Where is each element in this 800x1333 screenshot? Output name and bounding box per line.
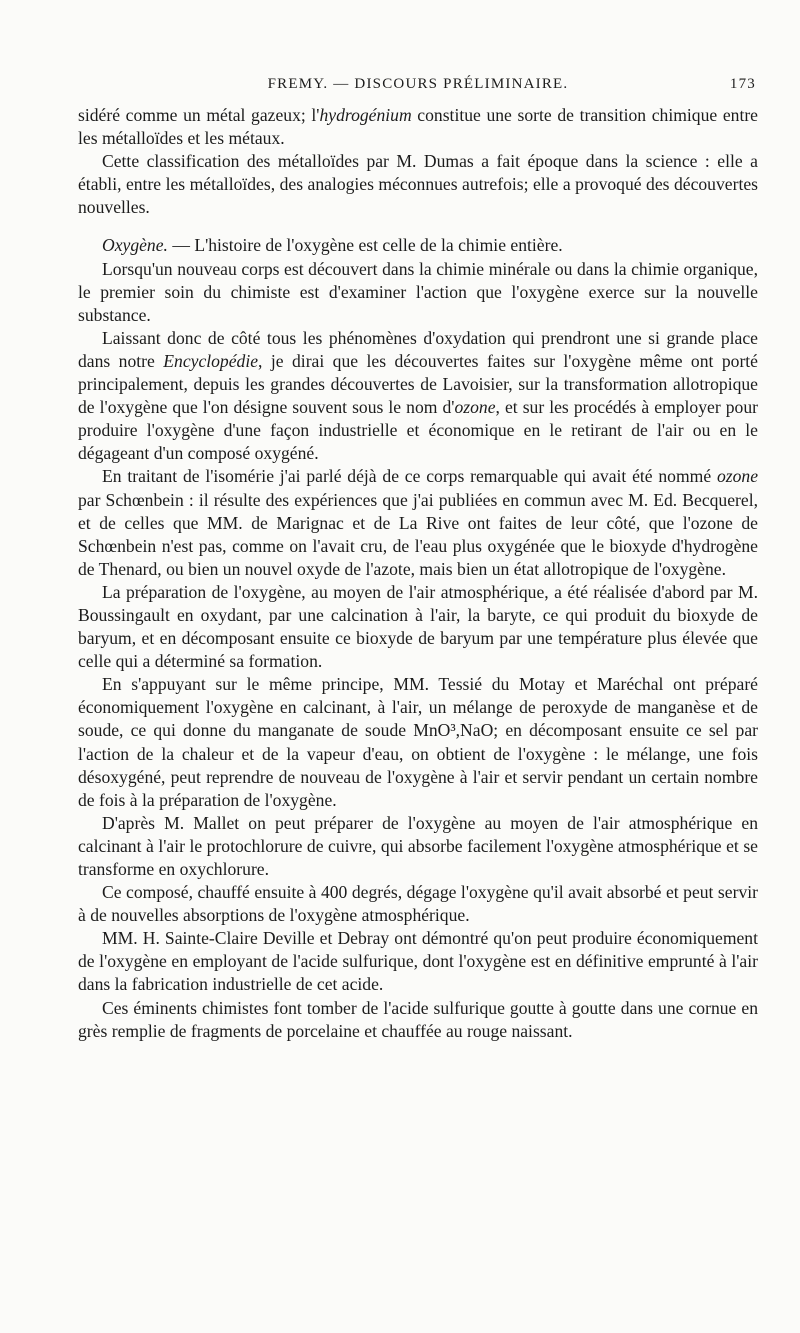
text-run: Laissant donc de côté tous les phénomènes d'oxydation qui prendront une si grande place dans notre [78, 327, 758, 371]
text-run: constitue une sorte de transition chimique entre les métalloïdes et les métaux. [78, 105, 758, 149]
paragraph-oxygene-heading [78, 234, 758, 257]
text-run: — L'histoire de l'oxygène est celle de la chimie entière. [167, 235, 563, 256]
paragraph-hydrogenium [78, 104, 758, 150]
paragraph-boussingault: La préparation de l'oxygène, au moyen de l'air atmosphérique, a été réalisée d'abord par M. Boussingault en oxydant, par une calcination à l'air, la baryte, ce qui produit du bioxyde de baryum, et en décomposant ensuite ce bioxyde de baryum par une température plus élevée que celle qui a déterminé sa formation. [78, 581, 758, 672]
text-run: par Schœnbein : il résulte des expériences que j'ai publiées en commun avec M. Ed. Becquerel, et de celles que MM. de Marignac et de La Rive ont faites de leur côté, que l'ozone de Schœnbein n'est pas, comme on l'avait cru, de l'eau plus oxygénée que le bioxyde d'hydrogène de Thenard, ou bien un nouvel oxyde de l'azote, mais bien un état allotropique de l'oxygène. [78, 489, 758, 579]
page-number: 173 [729, 76, 756, 92]
text-run: , et sur les procédés à employer pour produire l'oxygène d'une façon industrielle et économique en le retirant de l'air ou en le dégageant d'un composé oxygéné. [78, 397, 758, 464]
text-run: sidéré comme un métal gazeux; l' [78, 105, 320, 125]
italic-term: ozone [716, 466, 758, 487]
paragraph-new-body: Lorsqu'un nouveau corps est découvert dans la chimie minérale ou dans la chimie organique, le premier soin du chimiste est d'examiner l'action que l'oxygène exerce sur la nouvelle substance. [78, 258, 758, 325]
paragraph-400-degres: Ce composé, chauffé ensuite à 400 degrés, dégage l'oxygène qu'il avait absorbé et peut servir à de nouvelles absorptions de l'oxygène atmosphérique. [78, 882, 758, 926]
paragraph-oxydation [78, 327, 758, 466]
paragraph-tessie: En s'appuyant sur le même principe, MM. Tessié du Motay et Maréchal ont préparé économiquement l'oxygène en calcinant, à l'air, un mélange de peroxyde de manganèse et de soude, ce qui donne du manganate de soude MnO³,NaO; en décomposant ensuite ce sel par l'action de la chaleur et de la vapeur d'eau, on obtient de l'oxygène : le mélange, une fois désoxygéné, peut reprendre de nouveau de l'oxygène à l'air et servir pendant un certain nombre de fois à la préparation de l'oxygène. [78, 674, 758, 810]
section-heading: Oxygène. [102, 235, 168, 256]
paragraph-classification: Cette classification des métalloïdes par M. Dumas a fait époque dans la science : elle a établi, entre les métalloïdes, des analogies méconnues autrefois; elle a provoqué des découvertes nouvelles. [78, 151, 758, 218]
body-text [78, 104, 758, 1043]
text-run: , je dirai que les découvertes faites sur l'oxygène même ont porté principalement, depuis les grandes découvertes de Lavoisier, sur la transformation allotropique de l'oxygène que l'on désigne souvent sous le nom d' [78, 350, 758, 418]
paragraph-mallet: D'après M. Mallet on peut préparer de l'oxygène au moyen de l'air atmosphérique en calcinant à l'air le protochlorure de cuivre, qui absorbe facilement l'oxygène atmosphérique et se transforme en oxychlorure. [78, 812, 758, 879]
text-run: En traitant de l'isomérie j'ai parlé déjà de ce corps remarquable qui avait été nommé [102, 466, 717, 487]
paragraph-deville-debray: MM. H. Sainte-Claire Deville et Debray ont démontré qu'on peut produire économiquement de l'oxygène en employant de l'acide sulfurique, dont l'oxygène est en définitive emprunté à l'air dans la fabrication industrielle de cet acide. [78, 928, 758, 995]
paragraph-cornue: Ces éminents chimistes font tomber de l'acide sulfurique goutte à goutte dans une cornue en grès remplie de fragments de porcelaine et chauffée au rouge naissant. [78, 997, 758, 1041]
italic-term: ozone [454, 397, 496, 418]
running-header [80, 76, 756, 100]
paragraph-isomerie [78, 465, 758, 580]
running-title: FREMY. — DISCOURS PRÉLIMINAIRE. [267, 76, 569, 92]
italic-term: Encyclopédie [163, 350, 259, 371]
italic-term: hydrogénium [319, 105, 412, 125]
